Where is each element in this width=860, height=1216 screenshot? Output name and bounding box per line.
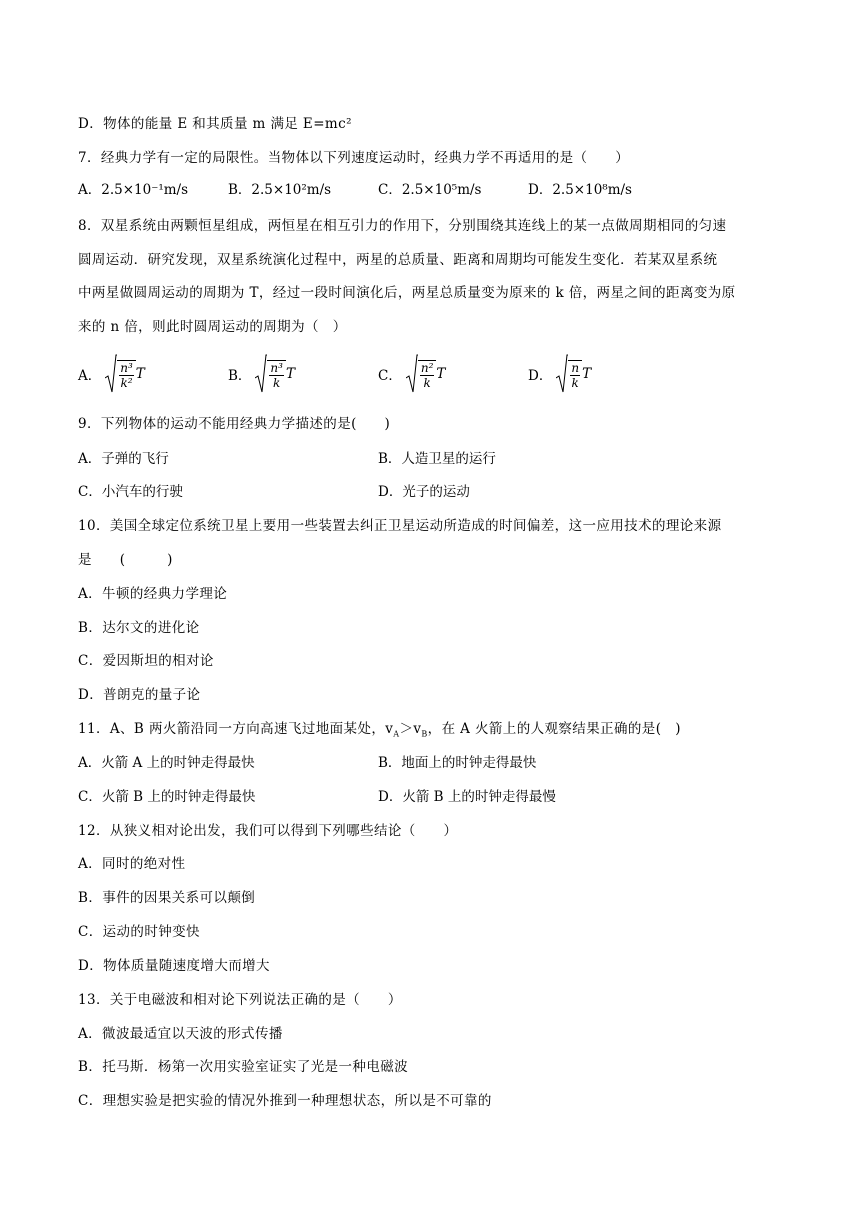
radical-sign-icon — [406, 354, 418, 394]
q8-option-a — [78, 352, 145, 396]
q8-option-b-denominator: k — [273, 375, 281, 390]
q10-option-c: C．爱因斯坦的相对论 — [78, 653, 214, 669]
q8-option-b-numerator: n³ — [270, 360, 283, 375]
q6-option-d: D．物体的能量 E 和其质量 m 满足 E=mc² — [78, 116, 352, 132]
q8-option-b-label: B． — [228, 368, 252, 384]
q8-stem-line-3: 中两星做圆周运动的周期为 T，经过一段时间演化后，两星总质量变为原来的 k 倍，两星之间的距离变为原 — [78, 285, 736, 301]
q8-option-c-label: C． — [378, 368, 402, 384]
q11-option-a: A．火箭 A 上的时钟走得最快 — [78, 755, 255, 771]
q8-option-a-variable: T — [135, 366, 145, 382]
q13-option-c: C．理想实验是把实验的情况外推到一种理想状态，所以是不可靠的 — [78, 1093, 492, 1109]
q7-stem: 7．经典力学有一定的局限性。当物体以下列速度运动时，经典力学不再适用的是（ ） — [78, 150, 630, 166]
q8-option-d — [528, 352, 591, 396]
q7-option-a: A．2.5×10⁻¹m/s — [78, 182, 189, 198]
q12-option-c: C．运动的时钟变快 — [78, 924, 200, 940]
q11-stem: 11．A、B 两火箭沿同一方向高速飞过地面某处，$v_A>v_B$，在 A 火箭上的人观察结果正确的是( ) — [78, 721, 681, 739]
q9-stem: 9．下列物体的运动不能用经典力学描述的是( ) — [78, 416, 391, 432]
q8-option-c-numerator: n² — [420, 360, 434, 375]
q9-option-c: C．小汽车的行驶 — [78, 484, 183, 500]
q10-option-a: A．牛顿的经典力学理论 — [78, 586, 228, 602]
q9-option-b: B．人造卫星的运行 — [378, 451, 496, 467]
radical-sign-icon — [556, 354, 568, 394]
q9-option-a: A．子弹的飞行 — [78, 451, 169, 467]
q13-option-b: B．托马斯．杨第一次用实验室证实了光是一种电磁波 — [78, 1059, 409, 1075]
q8-option-d-variable: T — [582, 366, 592, 382]
q8-option-c-variable: T — [436, 366, 446, 382]
q8-option-b-variable: T — [285, 366, 295, 382]
q8-option-d-label: D． — [528, 368, 553, 384]
q10-stem-line-1: 10．美国全球定位系统卫星上要用一些装置去纠正卫星运动所造成的时间偏差，这一应用技术的理论来源 — [78, 518, 722, 534]
q10-option-d: D．普朗克的量子论 — [78, 687, 201, 703]
q8-option-b-radical — [255, 354, 286, 394]
q10-option-b: B．达尔文的进化论 — [78, 620, 200, 636]
q8-option-c-radical — [406, 354, 437, 394]
q8-option-d-numerator: n — [571, 360, 580, 375]
q13-stem: 13．关于电磁波和相对论下列说法正确的是（ ） — [78, 992, 402, 1008]
q8-option-d-radical — [556, 354, 582, 394]
q10-stem-line-2: 是 ( ) — [78, 552, 173, 568]
q11-option-c: C．火箭 B 上的时钟走得最快 — [78, 789, 256, 805]
q8-option-b — [228, 352, 295, 396]
q8-option-d-denominator: k — [571, 375, 579, 390]
q8-stem-line-1: 8．双星系统由两颗恒星组成，两恒星在相互引力的作用下，分别围绕其连线上的某一点做周期相同的匀速 — [78, 218, 727, 234]
q12-stem: 12．从狭义相对论出发，我们可以得到下列哪些结论（ ） — [78, 823, 458, 839]
q12-option-d: D．物体质量随速度增大而增大 — [78, 958, 270, 974]
q8-options — [78, 352, 788, 396]
q7-option-c: C．2.5×10⁵m/s — [378, 182, 482, 198]
q8-option-a-numerator: n³ — [120, 360, 133, 375]
radical-sign-icon — [255, 354, 267, 394]
q11-option-b: B．地面上的时钟走得最快 — [378, 755, 537, 771]
q7-option-d: D．2.5×10⁸m/s — [528, 182, 632, 198]
q8-stem-line-4: 来的 n 倍，则此时圆周运动的周期为（ ） — [78, 319, 347, 335]
q8-stem-line-2: 圆周运动．研究发现，双星系统演化过程中，两星的总质量、距离和周期均可能发生变化．若某双星系统 — [78, 252, 718, 268]
q11-option-d: D．火箭 B 上的时钟走得最慢 — [378, 789, 556, 805]
q8-option-a-denominator: k² — [120, 375, 133, 390]
q12-option-a: A．同时的绝对性 — [78, 856, 186, 872]
radical-sign-icon — [105, 354, 117, 394]
q8-option-a-radical — [105, 354, 136, 394]
q7-option-b: B．2.5×10²m/s — [228, 182, 332, 198]
q8-option-c-denominator: k — [423, 375, 431, 390]
q13-option-a: A．微波最适宜以天波的形式传播 — [78, 1026, 283, 1042]
q8-option-c — [378, 352, 445, 396]
q12-option-b: B．事件的因果关系可以颠倒 — [78, 890, 256, 906]
q9-option-d: D．光子的运动 — [378, 484, 470, 500]
q8-option-a-label: A． — [78, 368, 102, 384]
